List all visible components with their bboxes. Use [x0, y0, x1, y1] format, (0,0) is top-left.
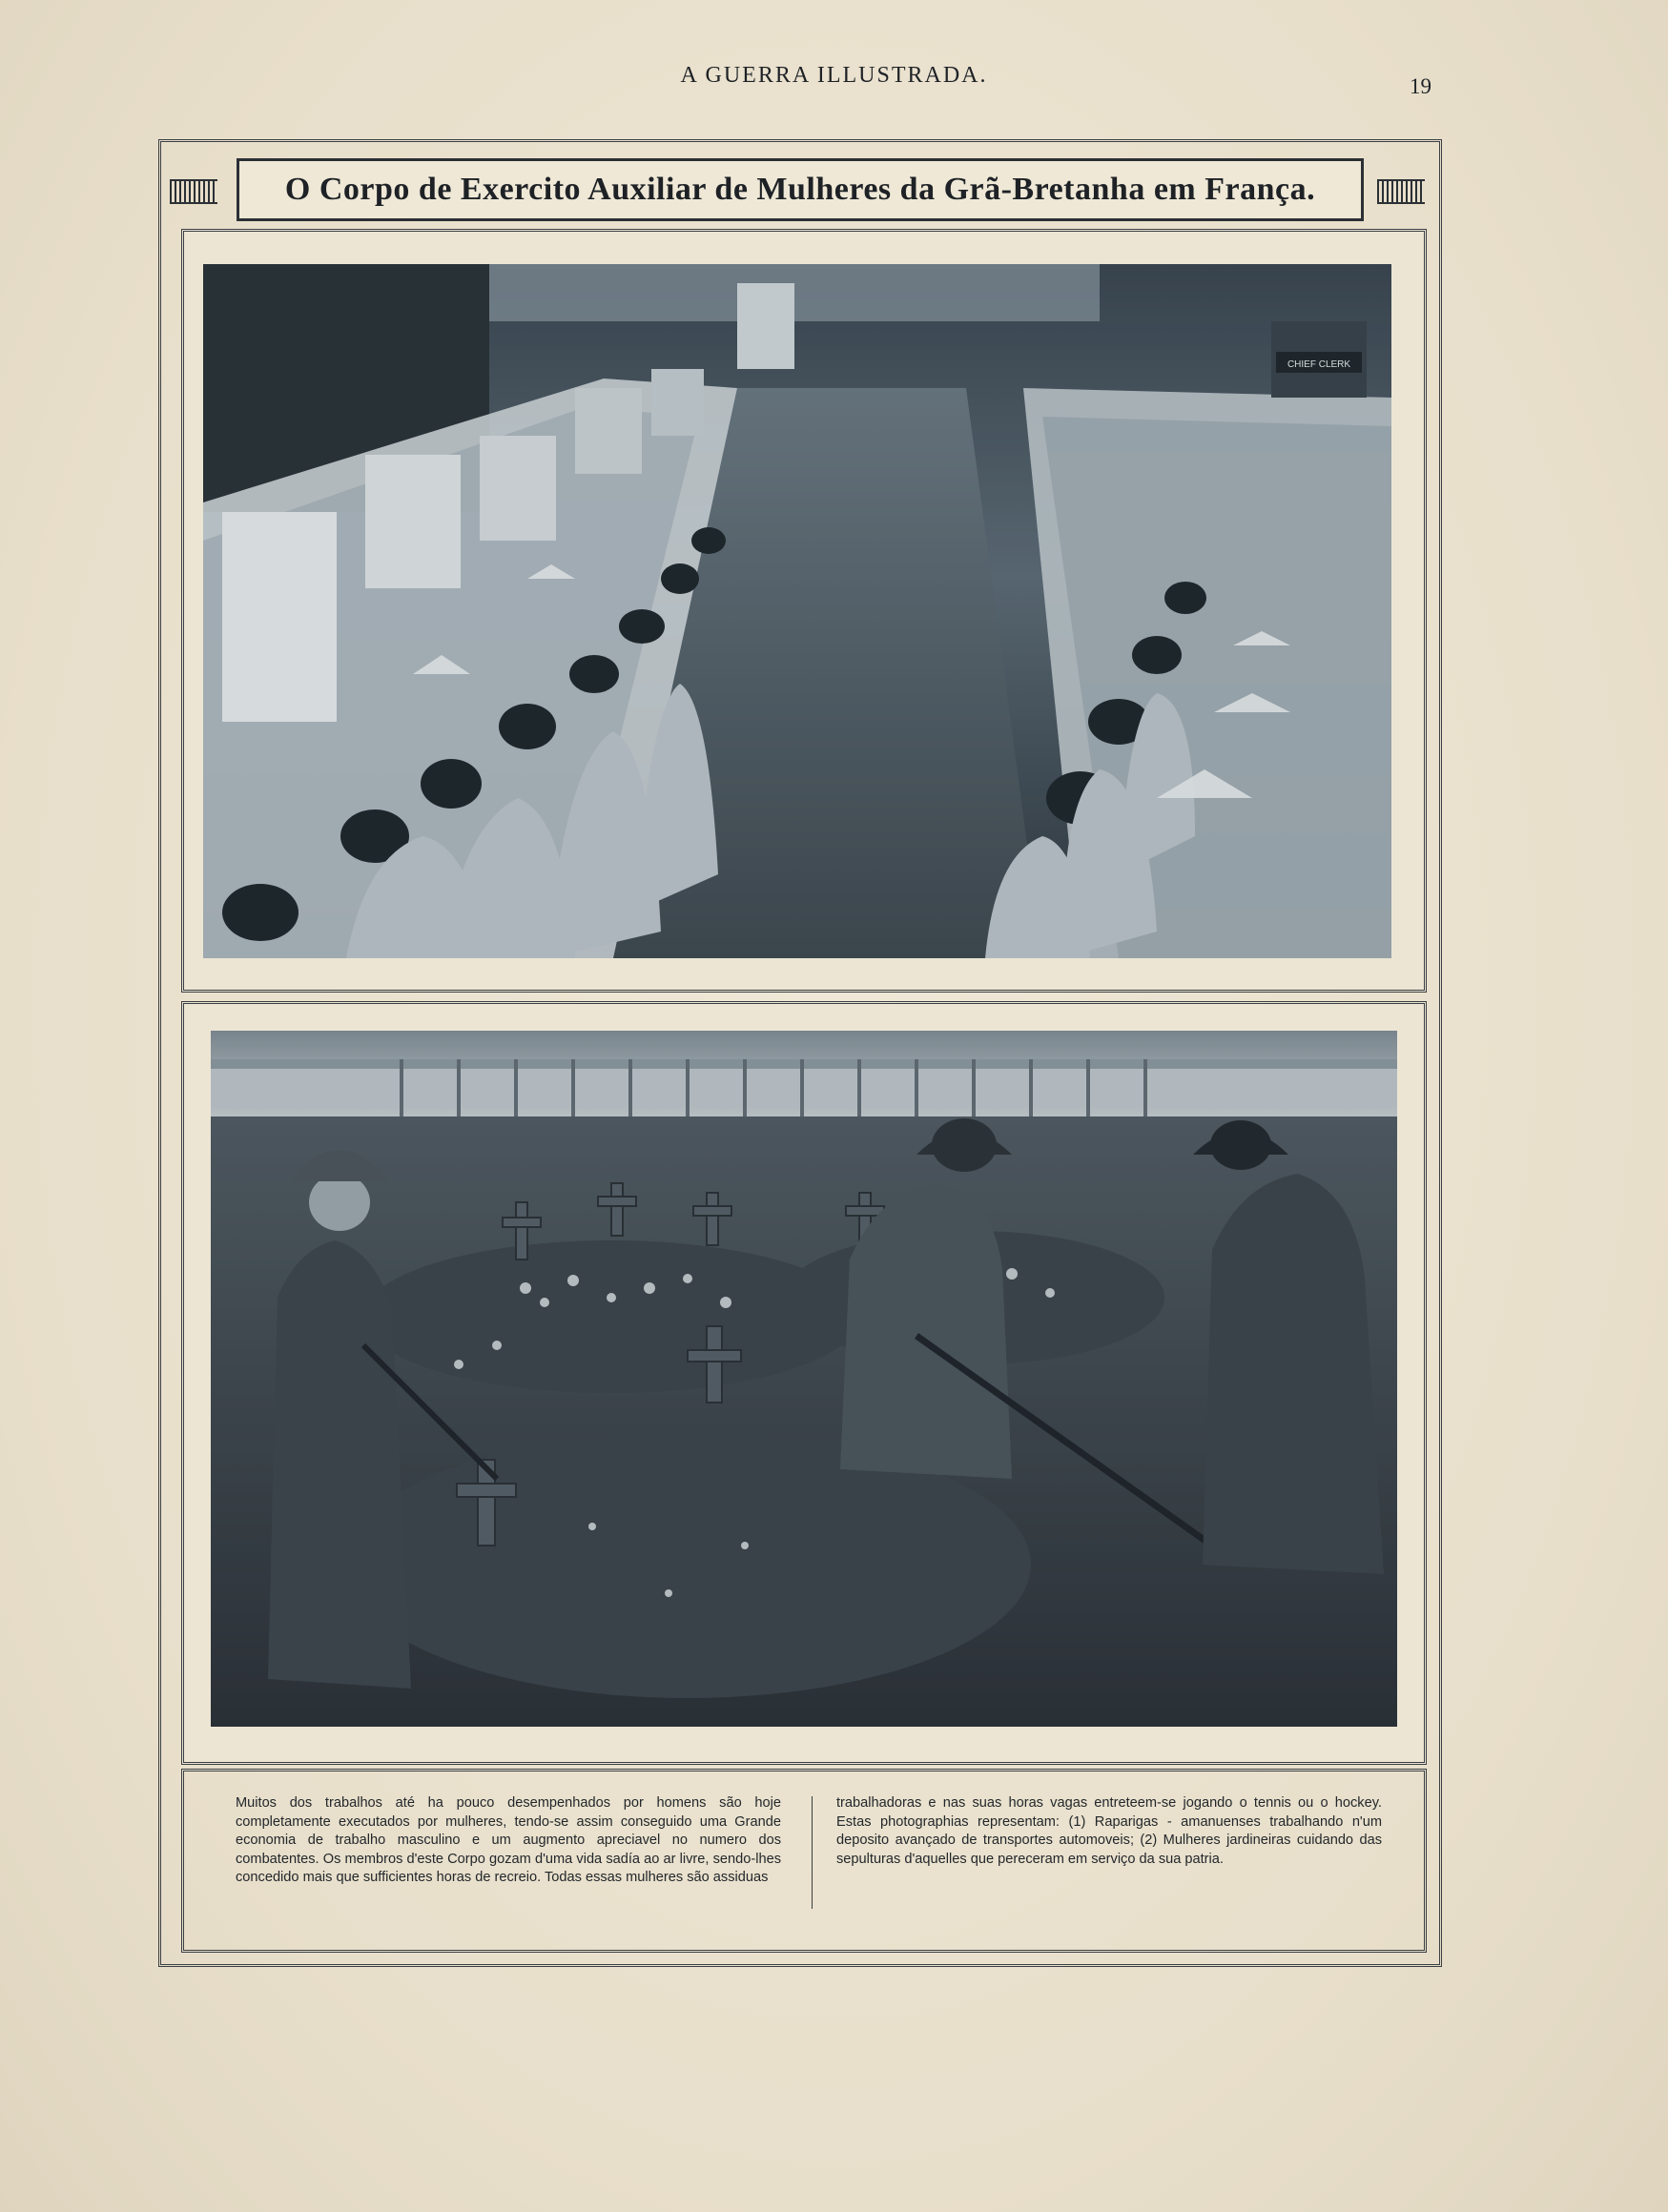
page-number: 19 — [1410, 74, 1431, 98]
photo-frame-cemetery — [181, 1001, 1427, 1765]
title-box — [237, 158, 1364, 221]
title-banner — [170, 158, 1425, 219]
running-title: A GUERRA ILLUSTRADA. — [680, 63, 988, 88]
caption-box — [181, 1769, 1427, 1953]
office-photo — [203, 264, 1391, 958]
caption-right-column: trabalhadoras e nas suas horas vagas entreteem-se jogando o tennis ou o hockey. Estas photographias representam: (1) Raparigas - amanuenses trabalhando n'um deposito avançado de transportes automoveis; (2) Mulheres jardineiras cuidando das sepulturas d'aquelles que pereceram em serviço da sua patria. — [836, 1795, 1382, 1867]
photo-frame-office — [181, 229, 1427, 993]
office-photo-image — [203, 264, 1391, 958]
chief-clerk-sign: CHIEF CLERK — [1287, 359, 1351, 370]
caption-divider — [812, 1796, 813, 1909]
title-ornament-right — [1377, 179, 1425, 204]
cemetery-photo — [211, 1031, 1397, 1727]
article-title: O Corpo de Exercito Auxiliar de Mulheres da Grã-Bretanha em França. — [284, 172, 1316, 207]
cemetery-photo-image — [211, 1031, 1397, 1727]
title-ornament-left — [170, 179, 217, 204]
caption-left-column: Muitos dos trabalhos até ha pouco desempenhados por homens são hoje completamente executados por mulheres, tendo-se assim conseguido uma Grande economia de trabalho masculino e um augmento apreciavel no numero dos combatentes. Os membros d'este Corpo gozam d'uma vida sadía ao ar livre, sendo-lhes concedido mais que sufficientes horas de recreio. Todas essas mulheres são assiduas — [236, 1795, 781, 1885]
